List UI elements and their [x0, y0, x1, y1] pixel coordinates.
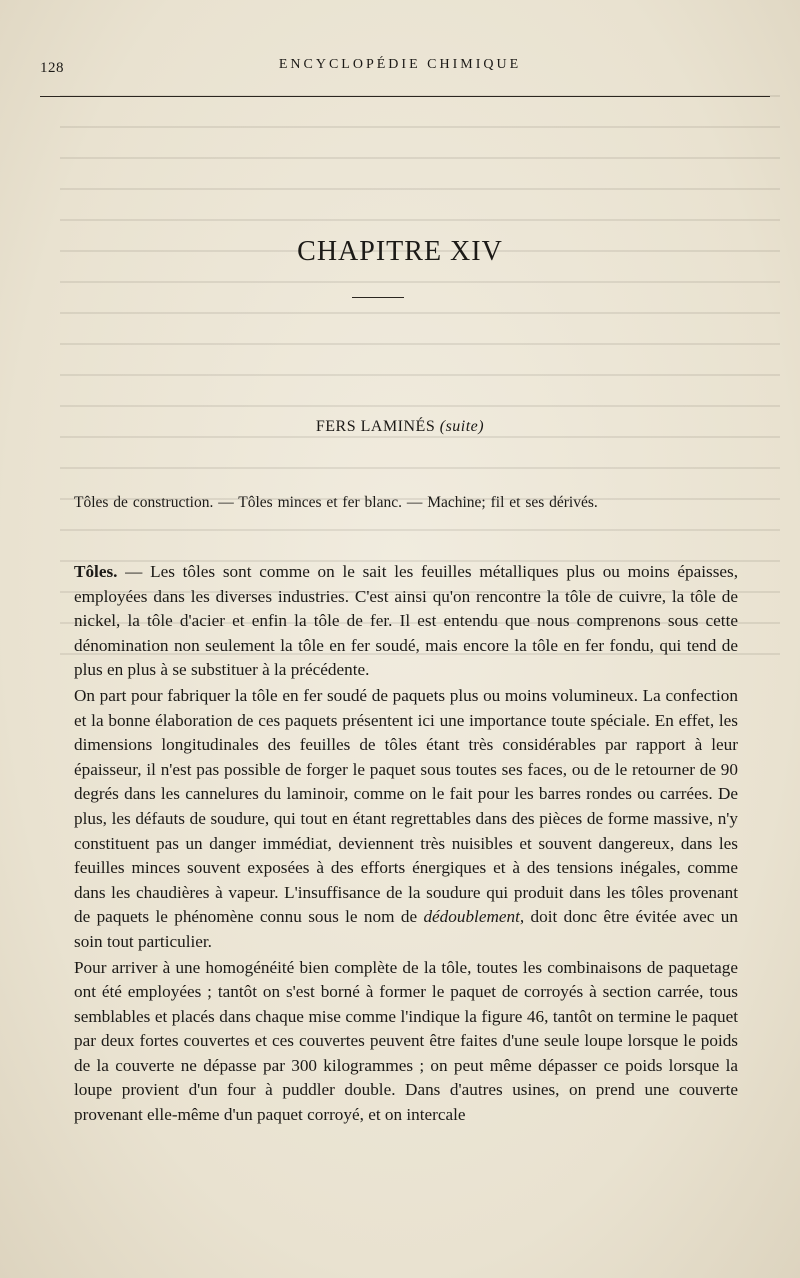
- paragraph-text: — Les tôles sont comme on le sait les feuilles métalliques plus ou moins épaisses, employées dans les diverses industries. C'est ainsi qu'on rencontre la tôle de cuivre, la tôle de nickel, la tôle d'acier et enfin la tôle de fer. Il est entendu que nous comprenons sous cette dénomination non seulement la tôle en fer soudé, mais encore la tôle en fer fondu, qui tend de plus en plus à se substituer à la précédente.: [74, 562, 738, 680]
- chapter-summary: Tôles de construction. — Tôles minces et fer blanc. — Machine; fil et ses dérivés.: [74, 494, 598, 511]
- chapter-rule: [352, 297, 404, 298]
- section-title: [0, 418, 800, 436]
- paragraph-homogeneite: [74, 956, 738, 1128]
- section-title-subtitle: (suite): [439, 418, 485, 435]
- paragraph-text: On part pour fabriquer la tôle en fer soudé de paquets plus ou moins volumineux. La confection et la bonne élaboration de ces paquets présentent ici une importance toute spéciale. En effet, les dimensions longitudinales des feuilles de tôles étant très considérables par rapport à leur épaisseur, il n'est pas possible de forger le paquet sous toutes ses faces, ou de le retourner de 90 degrés dans les cannelures du laminoir, comme on le fait pour les barres rondes ou carrées. De plus, les défauts de soudure, qui tout en étant regrettables dans des pièces de forme massive, n'y constituent pas un danger immédiat, deviennent très nuisibles et souvent dangereux, dans les feuilles minces souvent exposées à des efforts énergiques et à des tensions inégales, comme dans les chaudières à vapeur. L'insuffisance de la soudure qui produit dans les tôles provenant de paquets le phénomène connu sous le nom de: [74, 685, 738, 927]
- running-title: ENCYCLOPÉDIE CHIMIQUE: [278, 57, 522, 72]
- header-rule: [40, 96, 770, 97]
- paragraph-text: Pour arriver à une homogénéité bien complète de la tôle, toutes les combinaisons de paquetage ont été employées ; tantôt on s'est borné à former le paquet de corroyés à section carrée, tous semblables et placés dans chaque mise comme l'indique la figure 46, tantôt on termine le paquet par deux fortes couvertes et ces couvertes peuvent être faites d'une seule loupe lorsque le poids de la couverte ne dépasse par 300 kilogrammes ; on peut même dépasser ce poids lorsque la loupe provient d'un four à puddler double. Dans d'autres usines, on prend une couverte provenant elle-même d'un paquet corroyé, et on intercale: [74, 957, 738, 1125]
- paragraph-toles: [74, 560, 738, 683]
- section-title-main: FERS LAMINÉS: [315, 418, 436, 435]
- page-number: 128: [40, 60, 64, 76]
- paragraph-paquets: [74, 684, 738, 955]
- body-text: [74, 560, 738, 1129]
- paragraph-text: , doit donc être évitée avec un soin tout particulier.: [74, 907, 738, 951]
- emphasis-term: dédoublement: [423, 907, 520, 927]
- run-in-heading: Tôles.: [74, 562, 118, 581]
- chapter-title: CHAPITRE XIV: [297, 236, 503, 267]
